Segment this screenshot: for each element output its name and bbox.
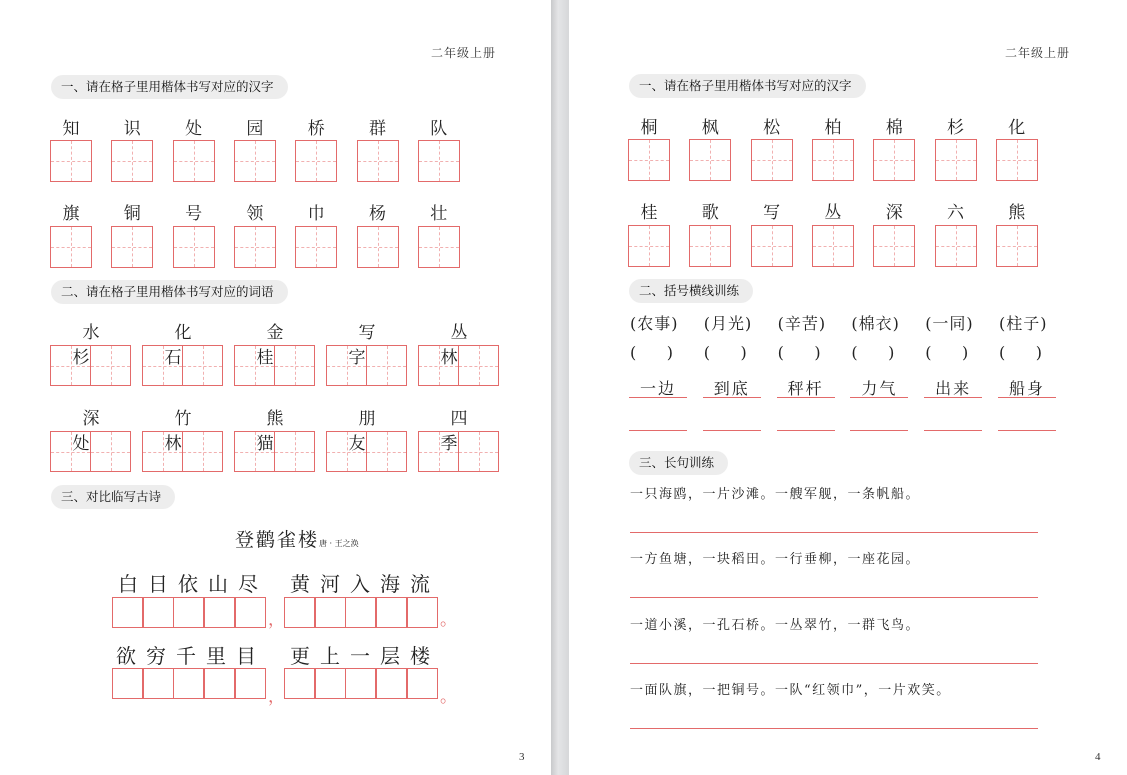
section-title-chars: 一、请在格子里用楷体书写对应的汉字 <box>51 75 288 99</box>
poem-box <box>235 597 266 628</box>
underline-word: 秤杆 <box>787 379 824 398</box>
underline <box>998 397 1056 398</box>
poem-box <box>315 668 346 699</box>
char-label: 松 <box>763 118 781 138</box>
char-label: 六 <box>947 203 964 223</box>
section-title-sentences: 三、长句训练 <box>629 451 728 475</box>
writing-box <box>234 226 276 268</box>
blank-underline <box>777 430 835 431</box>
char-label: 杉 <box>947 118 964 138</box>
poem-box <box>345 597 376 628</box>
writing-box <box>628 225 670 267</box>
poem-period: 。 <box>440 687 457 707</box>
word-label: 写字 <box>348 323 396 368</box>
writing-box <box>326 431 367 472</box>
char-label: 棉 <box>885 118 903 138</box>
poem-box <box>173 668 204 699</box>
char-label: 桥 <box>307 119 325 139</box>
writing-box <box>996 225 1038 267</box>
poem-box <box>376 597 407 628</box>
word-label: 深处 <box>72 409 120 454</box>
poem-box <box>315 597 346 628</box>
word-label: 水杉 <box>72 323 120 368</box>
blank-paren: ( ) <box>999 343 1042 362</box>
underline-word: 力气 <box>861 379 898 398</box>
char-label: 桐 <box>640 118 658 138</box>
section-title-poem: 三、对比临写古诗 <box>51 485 175 509</box>
writing-box <box>326 345 367 386</box>
blank-underline <box>850 430 908 431</box>
page-number: 4 <box>1095 751 1101 763</box>
char-label: 丛 <box>824 203 842 223</box>
writing-box <box>689 225 731 267</box>
writing-box <box>996 139 1038 181</box>
writing-box <box>873 139 915 181</box>
writing-line <box>630 663 1038 664</box>
sentence-text: 一道小溪，一孔石桥。一丛翠竹，一群飞鸟。 <box>630 617 921 633</box>
word-label: 金桂 <box>256 323 304 368</box>
page-header: 二年级上册 <box>1005 46 1071 60</box>
writing-box <box>142 345 183 386</box>
char-label: 歌 <box>701 203 719 223</box>
writing-box <box>935 225 977 267</box>
writing-box <box>90 345 131 386</box>
blank-paren: ( ) <box>630 343 673 362</box>
poem-comma: ， <box>268 610 285 630</box>
poem-period: 。 <box>440 610 457 630</box>
poem-box <box>284 668 315 699</box>
writing-box <box>234 431 275 472</box>
char-label: 枫 <box>701 118 719 138</box>
writing-box <box>458 345 499 386</box>
char-label: 写 <box>763 203 781 223</box>
writing-box <box>173 140 215 182</box>
underline <box>629 397 687 398</box>
poem-line-2a: 欲穷千里目 <box>116 644 266 668</box>
blank-paren: ( ) <box>777 343 821 362</box>
poem-comma: ， <box>268 687 285 707</box>
underline-word: 到底 <box>713 379 750 398</box>
poem-box <box>112 668 143 699</box>
underline <box>924 397 982 398</box>
poem-title <box>235 525 359 552</box>
blank-paren: ( ) <box>925 343 969 362</box>
char-label: 化 <box>1008 118 1026 138</box>
writing-box <box>812 139 854 181</box>
char-label: 壮 <box>430 204 448 224</box>
writing-box <box>274 431 315 472</box>
section-title-chars: 一、请在格子里用楷体书写对应的汉字 <box>629 74 866 98</box>
word-label: 熊猫 <box>256 409 304 454</box>
char-label: 旗 <box>62 204 80 224</box>
page-number: 3 <box>519 751 525 763</box>
char-label: 园 <box>246 119 264 139</box>
writing-box <box>234 345 275 386</box>
writing-line <box>630 532 1038 533</box>
char-label: 号 <box>185 204 203 224</box>
writing-box <box>366 345 407 386</box>
writing-box <box>234 140 276 182</box>
poem-box <box>173 597 204 628</box>
poem-box <box>204 597 235 628</box>
char-label: 识 <box>123 119 141 139</box>
char-label: 队 <box>430 119 448 139</box>
paren-word: (柱子) <box>999 314 1048 333</box>
writing-box <box>111 140 153 182</box>
paren-word: (棉衣) <box>851 314 900 333</box>
blank-underline <box>924 430 982 431</box>
poem-box <box>376 668 407 699</box>
poem-box <box>112 597 143 628</box>
poem-box <box>143 668 174 699</box>
writing-box <box>182 431 223 472</box>
writing-box <box>90 431 131 472</box>
word-label: 竹林 <box>164 409 212 454</box>
writing-box <box>935 139 977 181</box>
underline-word: 一边 <box>639 379 676 398</box>
writing-box <box>628 139 670 181</box>
sentence-text: 一只海鸥，一片沙滩。一艘军舰，一条帆船。 <box>630 487 921 502</box>
page-4 <box>569 0 1127 775</box>
writing-box <box>418 140 460 182</box>
writing-box <box>689 139 731 181</box>
page-3 <box>0 0 551 775</box>
blank-paren: ( ) <box>851 343 895 362</box>
writing-box <box>418 345 459 386</box>
writing-box <box>357 140 399 182</box>
writing-box <box>418 226 460 268</box>
poem-box <box>284 597 315 628</box>
poem-line-1b: 黄河入海流 <box>290 572 440 596</box>
writing-line <box>630 728 1038 729</box>
underline <box>850 397 908 398</box>
writing-box <box>182 345 223 386</box>
poem-box <box>407 597 438 628</box>
char-label: 处 <box>185 119 203 139</box>
writing-box <box>50 226 92 268</box>
paren-word: (一同) <box>925 314 974 333</box>
poem-box <box>235 668 266 699</box>
char-label: 杨 <box>369 204 386 224</box>
sentence-text: 一方鱼塘，一块稻田。一行垂柳，一座花园。 <box>630 552 921 568</box>
underline <box>777 397 835 398</box>
writing-box <box>295 140 337 182</box>
page-header: 二年级上册 <box>431 46 497 60</box>
char-label: 铜 <box>123 204 141 224</box>
char-label: 桂 <box>640 203 658 223</box>
word-label: 丛林 <box>440 323 488 368</box>
writing-box <box>274 345 315 386</box>
poem-box <box>345 668 376 699</box>
paren-word: (辛苦) <box>777 314 827 333</box>
poem-box <box>204 668 235 699</box>
char-label: 熊 <box>1008 203 1026 223</box>
writing-box <box>142 431 183 472</box>
char-label: 领 <box>246 204 264 224</box>
char-label: 知 <box>62 119 80 139</box>
writing-box <box>812 225 854 267</box>
paren-word: (月光) <box>703 314 753 333</box>
blank-underline <box>703 430 761 431</box>
writing-box <box>418 431 459 472</box>
writing-box <box>751 225 793 267</box>
writing-box <box>173 226 215 268</box>
page-gutter <box>551 0 569 775</box>
paren-word: (农事) <box>630 314 679 333</box>
poem-line-1a: 白日依山尽 <box>118 572 268 596</box>
char-label: 柏 <box>824 118 842 138</box>
blank-underline <box>998 430 1056 431</box>
underline-word: 船身 <box>1008 379 1045 398</box>
poem-box <box>407 668 438 699</box>
poem-title-text: 登鹳雀楼 <box>235 529 320 551</box>
writing-box <box>50 345 91 386</box>
section-title-brackets: 二、括号横线训练 <box>629 279 753 303</box>
writing-line <box>630 597 1038 598</box>
writing-box <box>50 140 92 182</box>
writing-box <box>366 431 407 472</box>
char-label: 深 <box>885 203 903 223</box>
underline <box>703 397 761 398</box>
word-label: 四季 <box>440 409 488 454</box>
writing-box <box>50 431 91 472</box>
writing-box <box>111 226 153 268</box>
writing-box <box>357 226 399 268</box>
sentence-text: 一面队旗，一把铜号。一队“红领巾”，一片欢笑。 <box>630 682 951 698</box>
blank-underline <box>629 430 687 431</box>
underline-word: 出来 <box>935 379 972 398</box>
word-label: 朋友 <box>348 409 396 454</box>
word-label: 化石 <box>164 323 212 368</box>
writing-box <box>458 431 499 472</box>
poem-box <box>143 597 174 628</box>
poem-line-2b: 更上一层楼 <box>290 644 440 668</box>
char-label: 群 <box>369 119 386 139</box>
writing-box <box>751 139 793 181</box>
poem-author: 唐 · 王之涣 <box>319 539 359 548</box>
section-title-words: 二、请在格子里用楷体书写对应的词语 <box>51 280 288 304</box>
char-label: 巾 <box>307 204 325 224</box>
blank-paren: ( ) <box>703 343 747 362</box>
writing-box <box>873 225 915 267</box>
writing-box <box>295 226 337 268</box>
